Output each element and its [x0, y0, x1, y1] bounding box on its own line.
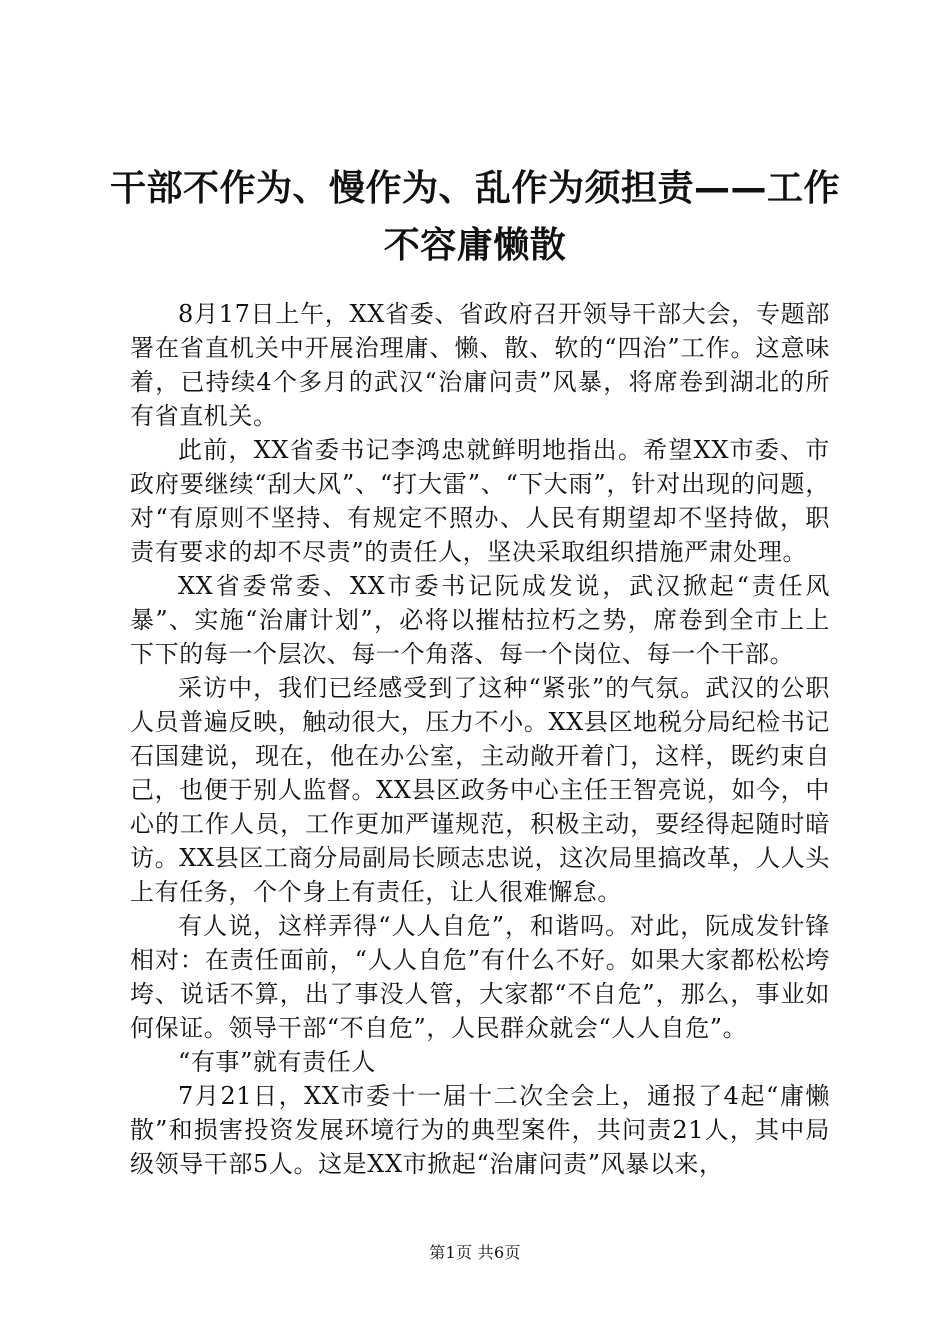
section-subheading: “有事”就有责任人	[178, 1048, 376, 1076]
paragraph: 采访中，我们已经感受到了这种“紧张”的气氛。武汉的公职人员普遍反映，触动很大，压力不小。XX县区地税分局纪检书记石国建说，现在，他在办公室，主动敞开着门，这样，既约束自己，也便于别人监督。XX县区政务中心主任王智亮说，如今，中心的工作人员，工作更加严谨规范，积极主动，要经得起随时暗访。XX县区工商分局副局长顾志忠说，这次局里搞改革，人人头上有任务，个个身上有责任，让人很难懈怠。	[130, 674, 830, 906]
paragraph: 8月17日上午，XX省委、省政府召开领导干部大会，专题部署在省直机关中开展治理庸、懒、散、软的“四治”工作。这意味着，已持续4个多月的武汉“治庸问责”风暴，将席卷到湖北的所有省直机关。	[130, 300, 830, 430]
paragraph: XX省委常委、XX市委书记阮成发说，武汉掀起“责任风暴”、实施“治庸计划”，必将以摧枯拉朽之势，席卷到全市上上下下的每一个层次、每一个角落、每一个岗位、每一个干部。	[130, 572, 830, 668]
page-footer: 第1页 共6页	[429, 1243, 521, 1262]
paragraph: 有人说，这样弄得“人人自危”，和谐吗。对此，阮成发针锋相对：在责任面前，“人人自危”有什么不好。如果大家都松松垮垮、说话不算，出了事没人管，大家都“不自危”，那么，事业如何保证。领导干部“不自危”，人民群众就会“人人自危”。	[130, 912, 830, 1042]
document-title: 干部不作为、慢作为、乱作为须担责——工作不容庸懒散	[110, 168, 841, 266]
paragraph: 此前，XX省委书记李鸿忠就鲜明地指出。希望XX市委、市政府要继续“刮大风”、“打大雷”、“下大雨”，针对出现的问题，对“有原则不坚持、有规定不照办、人民有期望却不坚持做，职责有要求的却不尽责”的责任人，坚决采取组织措施严肃处理。	[130, 436, 830, 566]
document-body	[130, 297, 830, 1181]
paragraph: 7月21日，XX市委十一届十二次全会上，通报了4起“庸懒散”和损害投资发展环境行为的典型案件，共问责21人，其中局级领导干部5人。这是XX市掀起“治庸问责”风暴以来，	[130, 1082, 830, 1178]
